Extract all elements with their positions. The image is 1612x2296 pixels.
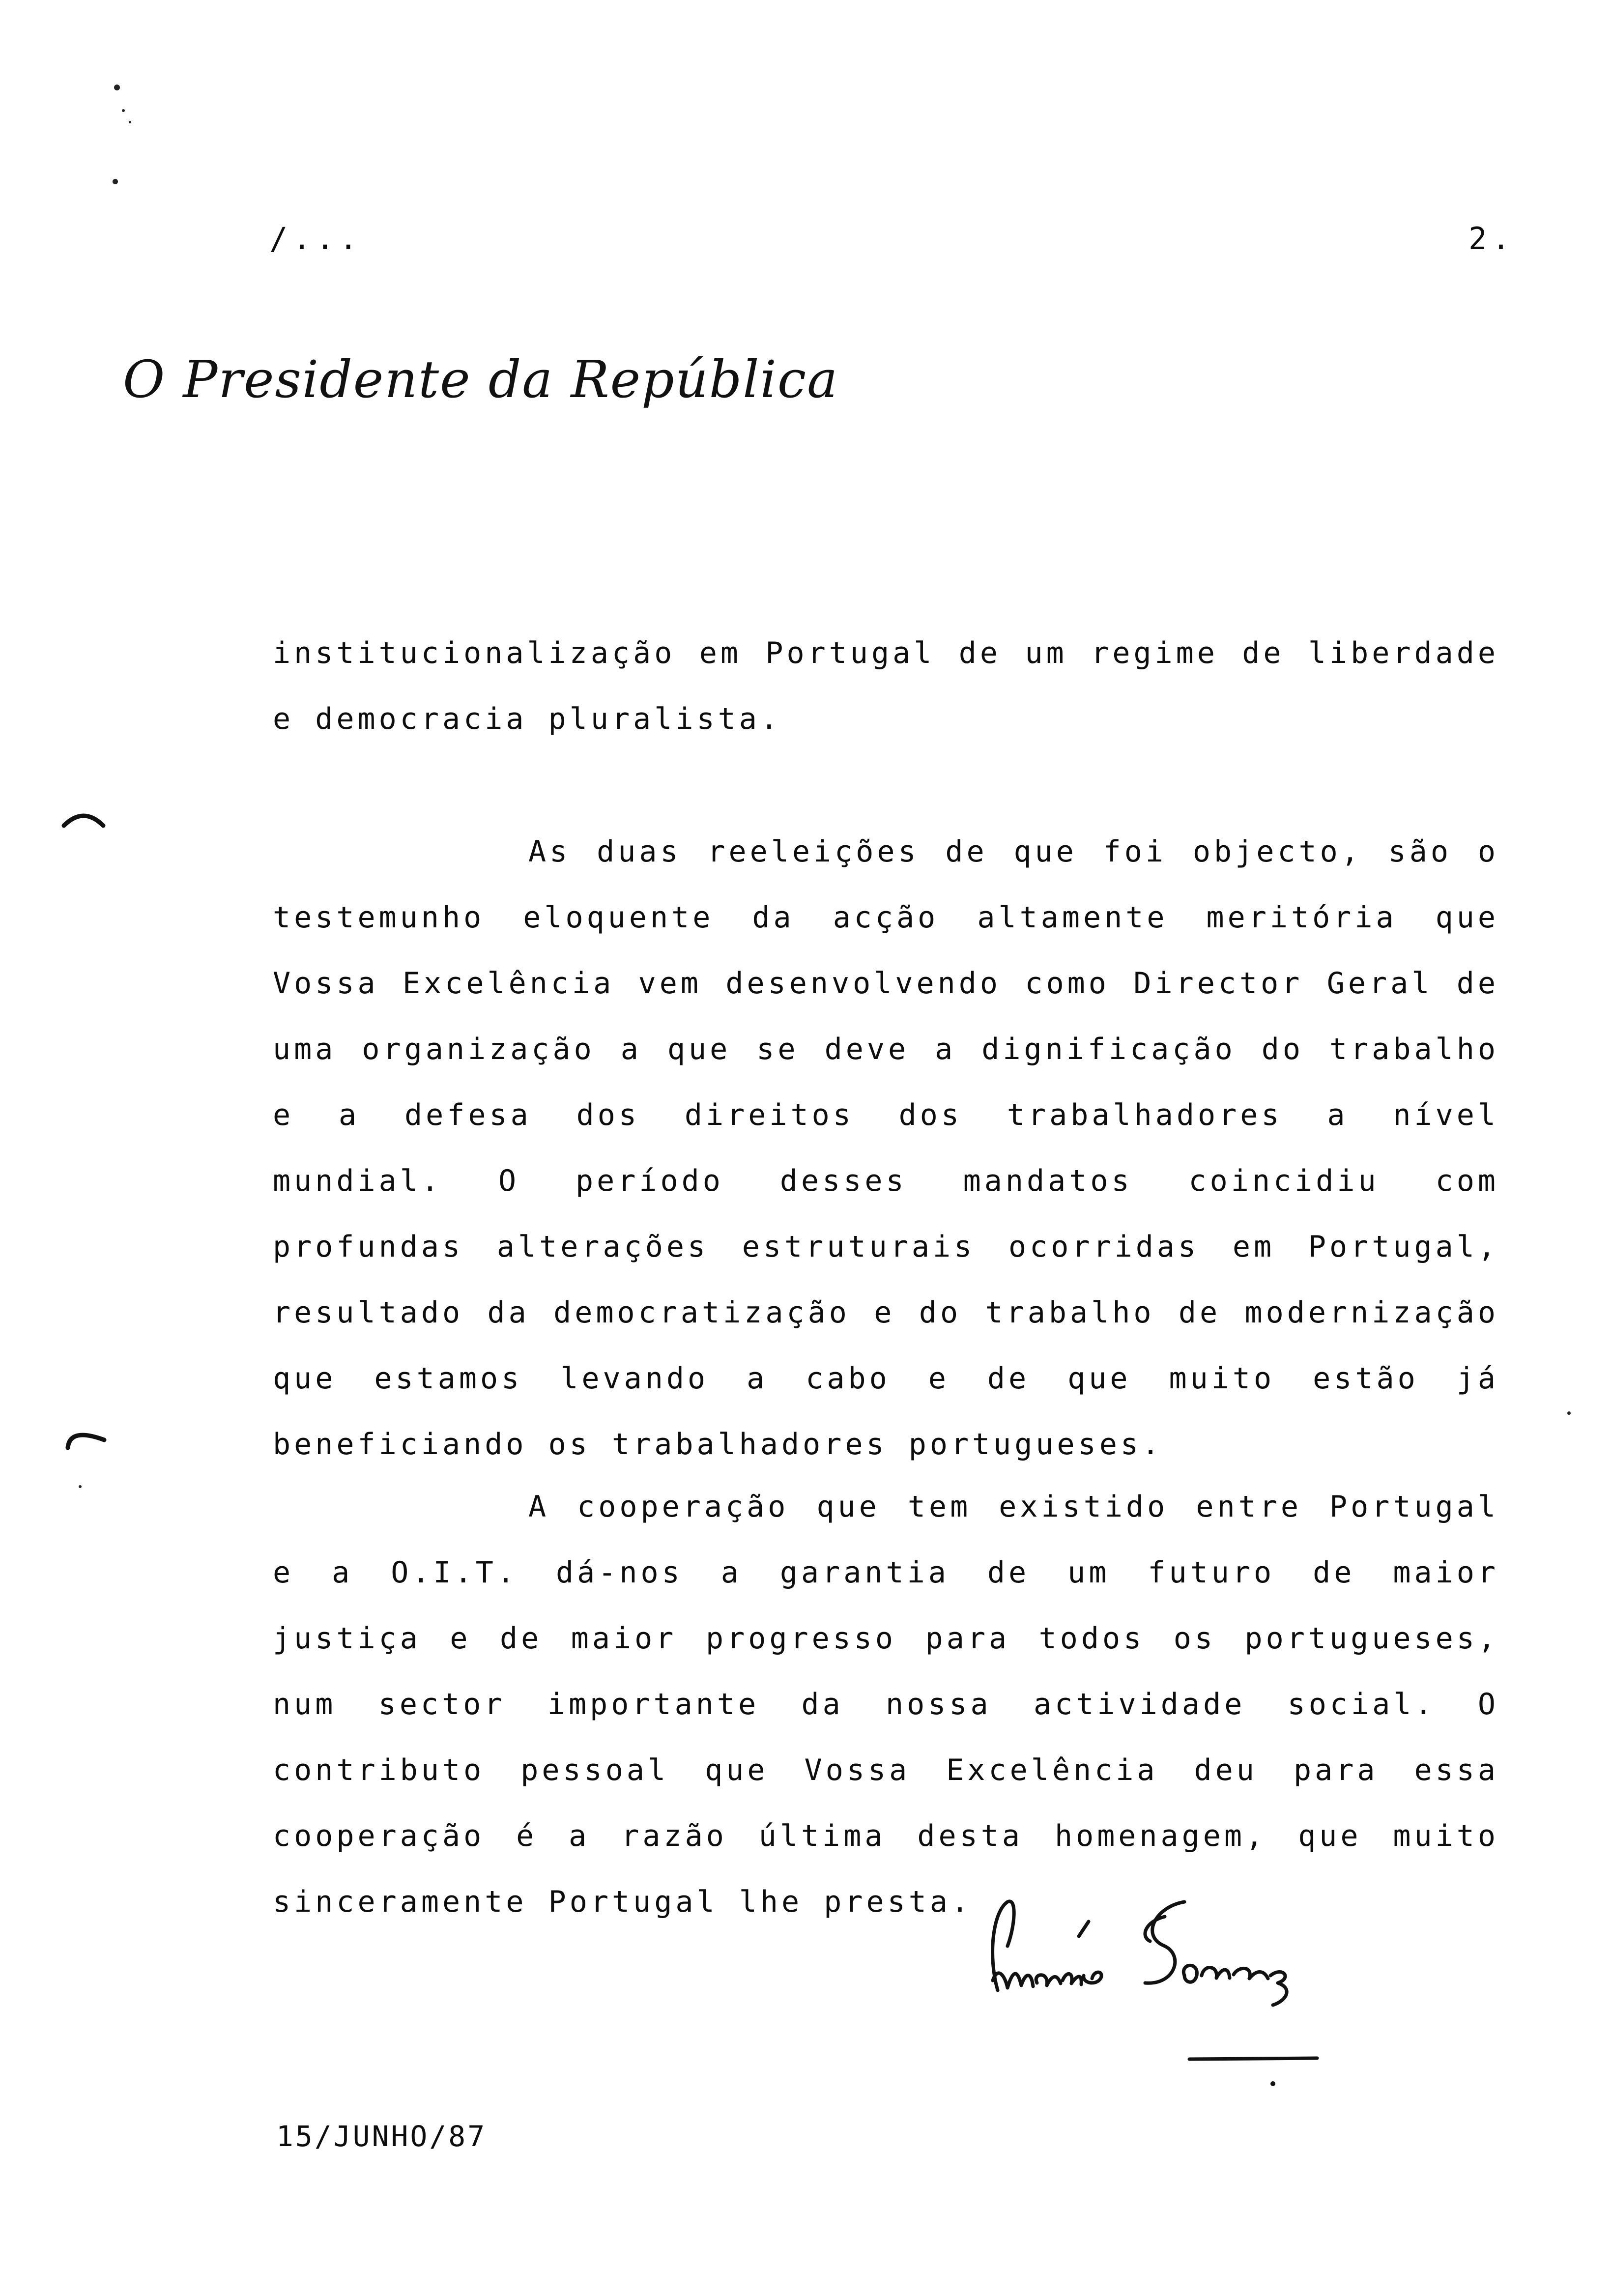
paragraph-1: institucionalização em Portugal de um regime de liberdade e democracia pluralista. xyxy=(273,636,1499,736)
letter-date: 15/JUNHO/87 xyxy=(276,2120,487,2153)
scan-speck xyxy=(79,1485,82,1488)
scan-speck xyxy=(122,109,125,112)
scan-speck xyxy=(114,85,120,90)
page-number: 2. xyxy=(1468,221,1515,257)
paragraph-3: A cooperação que tem existido entre Portugal e a O.I.T. dá-nos a garantia de um futuro de maior justiça e de maior progresso para todos os portugueses, num sector importante da nossa actividade social. O contributo pessoal que Vossa Excelência deu para essa cooperação é a razão última desta homenagem, que muito sinceramente Portugal lhe presta. xyxy=(273,1490,1499,1919)
scan-speck xyxy=(1567,1411,1571,1415)
paragraph-2: As duas reeleições de que foi objecto, são o testemunho eloquente da acção altamente meritória que Vossa Excelência vem desenvolvendo como Director Geral de uma organização a que se deve a dignificação do trabalho e a defesa dos direitos dos trabalhadores a nível mundial. O período desses mandatos coincidiu com profundas alterações estruturais ocorridas em Portugal, resultado da democratização e do trabalho de modernização que estamos levando a cabo e de que muito estão já beneficiando os trabalhadores portugueses. xyxy=(273,834,1499,1462)
scan-speck xyxy=(113,179,118,184)
handwritten-signature xyxy=(978,1882,1342,2094)
continuation-mark: /... xyxy=(269,221,363,257)
scan-speck xyxy=(129,121,131,123)
hole-punch-mark xyxy=(61,806,106,831)
letterhead-title: O Presidente da República xyxy=(123,349,839,409)
hole-punch-mark xyxy=(64,1425,108,1450)
